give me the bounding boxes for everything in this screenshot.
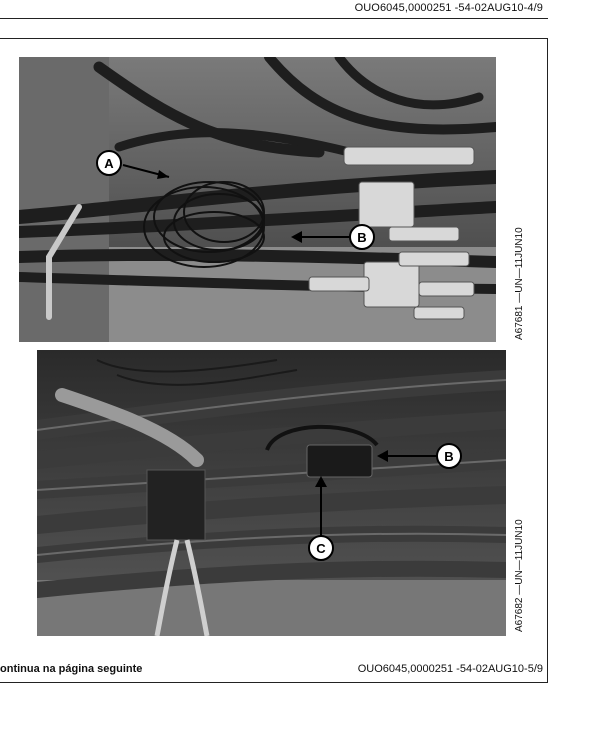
photo-hoses-connector-illustration: [37, 350, 506, 636]
header-reference: OUO6045,0000251 -54-02AUG10-4/9: [354, 2, 543, 14]
callout-a-label: A: [104, 156, 114, 171]
continued-note: ontinua na página seguinte: [0, 663, 143, 675]
figure-1-image-id: A67681 —UN—11JUN10: [514, 227, 525, 340]
callout-c-label: C: [316, 541, 326, 556]
photo-hoses-connector: [37, 350, 506, 636]
callout-b2-label: B: [444, 449, 454, 464]
photo-hoses-valve-block: [19, 57, 496, 342]
footer-reference: OUO6045,0000251 -54-02AUG10-5/9: [357, 663, 543, 675]
header-rule: [0, 18, 548, 19]
photo-hoses-valve-block-illustration: [19, 57, 496, 342]
callout-b-label: B: [357, 230, 367, 245]
figure-2-image-id: A67682 —UN—11JUN10: [514, 519, 525, 632]
